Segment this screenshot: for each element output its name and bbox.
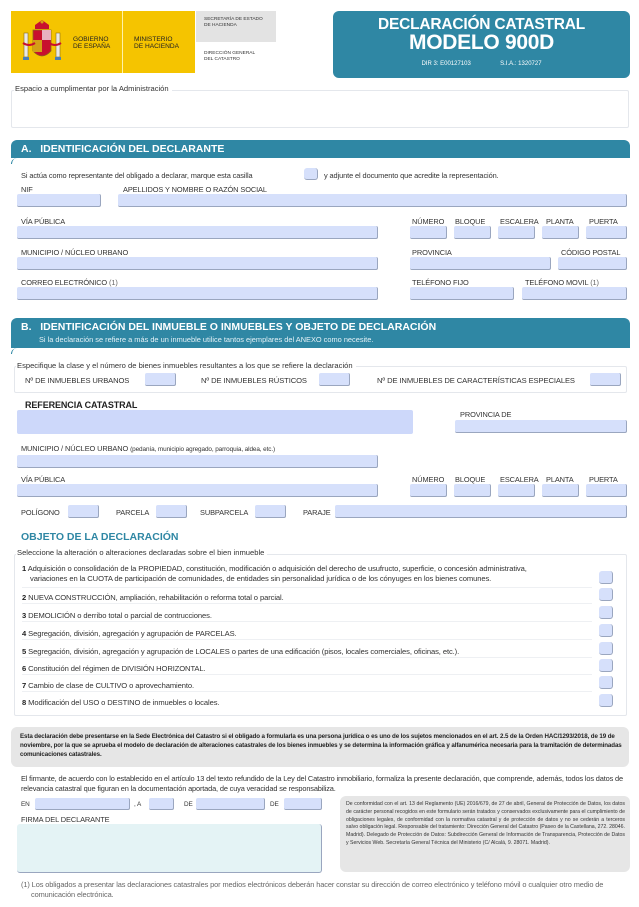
poligono-label: POLÍGONO <box>21 508 60 517</box>
objeto-item-1-text-b: variaciones en la CUOTA de participación de comunidades, de entidades sin personalidad jurídica o de los cónyuges en los bienes comunes. <box>30 574 492 583</box>
objeto-checkbox-4[interactable] <box>599 624 613 637</box>
date-en-label: EN <box>21 801 30 808</box>
objeto-divider <box>22 657 592 658</box>
urbanos-input[interactable] <box>145 373 176 386</box>
ministry-line-2: DE HACIENDA <box>134 43 180 50</box>
tel-movil-note: (1) <box>590 278 599 287</box>
date-year-input[interactable] <box>284 798 322 810</box>
objeto-item-2 <box>22 593 284 602</box>
objeto-item-5 <box>22 647 459 656</box>
objeto-item-7 <box>22 681 194 690</box>
objeto-checkbox-7[interactable] <box>599 676 613 689</box>
especiales-input[interactable] <box>590 373 621 386</box>
sia-code: S.I.A.: 1320727 <box>500 61 542 67</box>
paraje-label: PARAJE <box>303 508 331 517</box>
objeto-item-1-text-a: Adquisición o consolidación de la PROPIEDAD, constitución, modificación o adquisición del derecho de usufructo, superficie, o concesión administrativa, <box>27 564 527 573</box>
footnote: (1) Los obligados a presentar las declaraciones catastrales por medios electrónicos deberán hacer constar su dirección de correo electrónico y teléfono móvil o cualquier otro medio de comunicación electrónica. <box>21 880 604 899</box>
section-b-subtitle: Si la declaración se refiere a más de un inmueble utilice tantos ejemplares del ANEXO como necesite. <box>39 335 374 344</box>
correo-input[interactable] <box>17 287 378 300</box>
objeto-item-1-num: 1 <box>22 564 27 573</box>
gov-name <box>73 36 110 50</box>
date-a-label: , A <box>134 801 142 808</box>
objeto-divider <box>22 639 592 640</box>
objeto-item-3-num: 3 <box>22 611 27 620</box>
tel-movil-label-text: TELÉFONO MOVIL <box>525 278 589 287</box>
bloque-label: BLOQUE <box>455 217 486 226</box>
objeto-item-5-text: Segregación, división, agregación y agrupación de LOCALES o partes de una edificación (pisos, locales comerciales, oficinas, etc.). <box>28 647 460 656</box>
escalera-label: ESCALERA <box>500 217 539 226</box>
representative-text-before: Si actúa como representante del obligado a declarar, marque esta casilla <box>21 171 253 180</box>
gov-line-1: GOBIERNO <box>73 36 109 43</box>
puerta-label: PUERTA <box>589 217 618 226</box>
puerta-b-input[interactable] <box>586 484 627 497</box>
objeto-item-5-num: 5 <box>22 647 27 656</box>
via-label: VÍA PÚBLICA <box>21 217 66 226</box>
objeto-item-8-text: Modificación del USO o DESTINO de inmuebles o locales. <box>28 698 220 707</box>
nif-input[interactable] <box>17 194 101 207</box>
tel-fijo-label: TELÉFONO FIJO <box>412 278 469 287</box>
municipio-b-label-text: MUNICIPIO / NÚCLEO URBANO <box>21 444 129 453</box>
objeto-title: OBJETO DE LA DECLARACIÓN <box>21 531 179 543</box>
gov-line-2: DE ESPAÑA <box>73 43 111 50</box>
municipio-b-label <box>21 444 275 453</box>
objeto-divider <box>22 587 592 588</box>
poligono-input[interactable] <box>68 505 99 518</box>
objeto-checkbox-2[interactable] <box>599 588 613 601</box>
section-b-curve-left <box>11 348 19 354</box>
objeto-item-2-text: NUEVA CONSTRUCCIÓN, ampliación, rehabilitación o reforma total o parcial. <box>28 593 284 602</box>
municipio-b-input[interactable] <box>17 455 378 468</box>
form-codes <box>333 61 630 67</box>
municipio-input[interactable] <box>17 257 378 270</box>
section-a-header <box>11 140 630 158</box>
direccion-line-2: DEL CATASTRO <box>204 57 240 62</box>
count-box-legend: Especifique la clase y el número de bienes inmuebles resultantes a los que se refiere la declaración <box>16 361 356 370</box>
objeto-legend: Seleccione la alteración o alteraciones declaradas sobre el bien inmueble <box>16 548 267 557</box>
planta-b-label: PLANTA <box>546 475 574 484</box>
objeto-divider <box>22 621 592 622</box>
objeto-checkbox-1[interactable] <box>599 571 613 584</box>
admin-box-legend: Espacio a cumplimentar por la Administración <box>14 84 172 93</box>
objeto-divider <box>22 603 592 604</box>
objeto-divider <box>22 691 592 692</box>
representative-checkbox[interactable] <box>304 168 318 180</box>
urbanos-label: Nº DE INMUEBLES URBANOS <box>25 376 130 385</box>
representative-text-after: y adjunte el documento que acredite la representación. <box>324 171 499 180</box>
objeto-item-7-text: Cambio de clase de CULTIVO o aprovechamiento. <box>28 681 195 690</box>
section-a-curve-left <box>11 158 19 164</box>
especiales-label: Nº DE INMUEBLES DE CARACTERÍSTICAS ESPECIALES <box>377 376 575 385</box>
ministry-line-1: MINISTERIO <box>134 36 173 43</box>
objeto-checkbox-8[interactable] <box>599 694 613 707</box>
date-de1-label: DE <box>184 801 193 808</box>
dir3-code: DIR 3: E00127103 <box>421 61 471 67</box>
objeto-item-2-num: 2 <box>22 593 27 602</box>
date-de2-label: DE <box>270 801 279 808</box>
privacy-panel <box>340 796 630 872</box>
tel-movil-input[interactable] <box>522 287 627 300</box>
numero-label: NÚMERO <box>412 217 445 226</box>
direccion-name <box>204 51 255 63</box>
notice-text: Esta declaración debe presentarse en la Sede Electrónica del Catastro si el obligado a formularla es una persona jurídica o es uno de los sujetos mencionados en el art. 2.5 de la Orden HAC/1293/2018, de 19 de noviembre, por la que se aprueba el modelo de declaración de alteraciones catastrales de los bienes inmuebles y se determina la información gráfica y alfanumérica necesaria para la tramitación de determinadas comunicaciones catastrales. <box>20 733 622 759</box>
form-model: MODELO 900D <box>409 31 554 54</box>
provincia-label: PROVINCIA <box>412 248 452 257</box>
nif-label: NIF <box>21 185 33 194</box>
via-b-label: VÍA PÚBLICA <box>21 475 66 484</box>
date-month-input[interactable] <box>196 798 265 810</box>
nombre-label: APELLIDOS Y NOMBRE O RAZÓN SOCIAL <box>123 185 267 194</box>
bloque-input[interactable] <box>454 226 491 239</box>
firma-input[interactable] <box>17 824 322 873</box>
paraje-input[interactable] <box>335 505 627 518</box>
logo-divider <box>122 11 123 73</box>
firmante-text: El firmante, de acuerdo con lo establecido en el artículo 13 del texto refundido de la Ley del Catastro inmobiliario, formaliza la presente declaración, que comprende, además, todos los datos de relevancia catastral que figuran en la documentación aportada, de cuya veracidad se responsabiliza. <box>21 774 623 793</box>
firma-label: FIRMA DEL DECLARANTE <box>21 815 110 824</box>
section-b-title: B. IDENTIFICACIÓN DEL INMUEBLE O INMUEBLES Y OBJETO DE DECLARACIÓN <box>21 321 437 333</box>
objeto-checkbox-3[interactable] <box>599 606 613 619</box>
subparcela-input[interactable] <box>255 505 286 518</box>
nombre-input[interactable] <box>118 194 627 207</box>
referencia-input[interactable] <box>17 410 413 434</box>
municipio-b-note: (pedanía, municipio agregado, parroquia, aldea, etc.) <box>130 446 276 453</box>
rusticos-input[interactable] <box>319 373 350 386</box>
date-day-input[interactable] <box>149 798 174 810</box>
objeto-item-3 <box>22 611 212 620</box>
correo-note: (1) <box>109 278 118 287</box>
planta-label: PLANTA <box>546 217 574 226</box>
bloque-b-label: BLOQUE <box>455 475 486 484</box>
rusticos-label: Nº DE INMUEBLES RÚSTICOS <box>201 376 307 385</box>
government-logo-block <box>11 11 276 73</box>
objeto-item-4-num: 4 <box>22 629 27 638</box>
privacy-text: De conformidad con el art. 13 del Reglamento (UE) 2016/679, de 27 de abril, General de Protección de Datos, los datos de carácter personal recogidos en este formulario serán tratados y conservados exclusivamente para el cumplimiento de obligaciones legales, de conformidad con la normativa catastral y de protección de datos y no se cederán a terceros salvo obligación legal. Responsable del tratamiento: Dirección General del Catastro (Paseo de la Castellana, 272. 28046. Madrid). Delegado de Protección de Datos: Subdirección General de Información de Transparencia, Protección de Datos y Servicios Web. Secretaría General Técnica del Ministerio (C/ Alcalá, 9. 28071. Madrid). <box>346 801 625 846</box>
correo-label <box>21 278 118 287</box>
planta-b-input[interactable] <box>542 484 579 497</box>
direccion-line-1: DIRECCIÓN GENERAL <box>204 51 256 56</box>
section-a-title: A. IDENTIFICACIÓN DEL DECLARANTE <box>21 143 225 155</box>
referencia-label: REFERENCIA CATASTRAL <box>25 400 138 410</box>
secretaria-line-2: DE HACIENDA <box>204 23 237 28</box>
municipio-label: MUNICIPIO / NÚCLEO URBANO <box>21 248 129 257</box>
coat-of-arms-icon <box>21 19 63 65</box>
objeto-item-4 <box>22 629 237 638</box>
parcela-label: PARCELA <box>116 508 150 517</box>
subparcela-label: SUBPARCELA <box>200 508 249 517</box>
objeto-item-8-num: 8 <box>22 698 27 707</box>
via-b-input[interactable] <box>17 484 378 497</box>
cp-input[interactable] <box>558 257 627 270</box>
escalera-b-input[interactable] <box>498 484 535 497</box>
objeto-item-6-text: Constitución del régimen de DIVISIÓN HORIZONTAL. <box>28 664 206 673</box>
parcela-input[interactable] <box>156 505 187 518</box>
objeto-item-6-num: 6 <box>22 664 27 673</box>
ministry-name <box>134 36 179 50</box>
secretaria-line-1: SECRETARÍA DE ESTADO <box>204 17 263 22</box>
puerta-input[interactable] <box>586 226 627 239</box>
provincia-de-input[interactable] <box>455 420 627 433</box>
numero-input[interactable] <box>410 226 447 239</box>
provincia-de-label: PROVINCIA DE <box>460 410 512 419</box>
section-b-header <box>11 318 630 348</box>
objeto-checkbox-5[interactable] <box>599 642 613 655</box>
cp-label: CÓDIGO POSTAL <box>561 248 621 257</box>
escalera-b-label: ESCALERA <box>500 475 539 484</box>
form-title: DECLARACIÓN CATASTRAL <box>377 16 586 33</box>
tel-movil-label <box>525 278 599 287</box>
objeto-divider <box>22 674 592 675</box>
objeto-item-3-text: DEMOLICIÓN o derribo total o parcial de contrucciones. <box>28 611 212 620</box>
objeto-checkbox-6[interactable] <box>599 659 613 672</box>
admin-box <box>11 90 629 128</box>
date-place-input[interactable] <box>35 798 130 810</box>
numero-b-label: NÚMERO <box>412 475 445 484</box>
objeto-item-8 <box>22 698 219 707</box>
provincia-input[interactable] <box>410 257 551 270</box>
objeto-item-4-text: Segregación, división, agregación y agrupación de PARCELAS. <box>28 629 237 638</box>
bloque-b-input[interactable] <box>454 484 491 497</box>
via-input[interactable] <box>17 226 378 239</box>
form-title-block <box>333 11 630 78</box>
tel-fijo-input[interactable] <box>410 287 514 300</box>
notice-panel <box>11 727 629 767</box>
objeto-item-7-num: 7 <box>22 681 27 690</box>
correo-label-text: CORREO ELECTRÓNICO <box>21 278 108 287</box>
secretaria-name <box>204 17 263 29</box>
planta-input[interactable] <box>542 226 579 239</box>
numero-b-input[interactable] <box>410 484 447 497</box>
objeto-item-1 <box>22 564 527 584</box>
objeto-item-6 <box>22 664 206 673</box>
escalera-input[interactable] <box>498 226 535 239</box>
puerta-b-label: PUERTA <box>589 475 618 484</box>
